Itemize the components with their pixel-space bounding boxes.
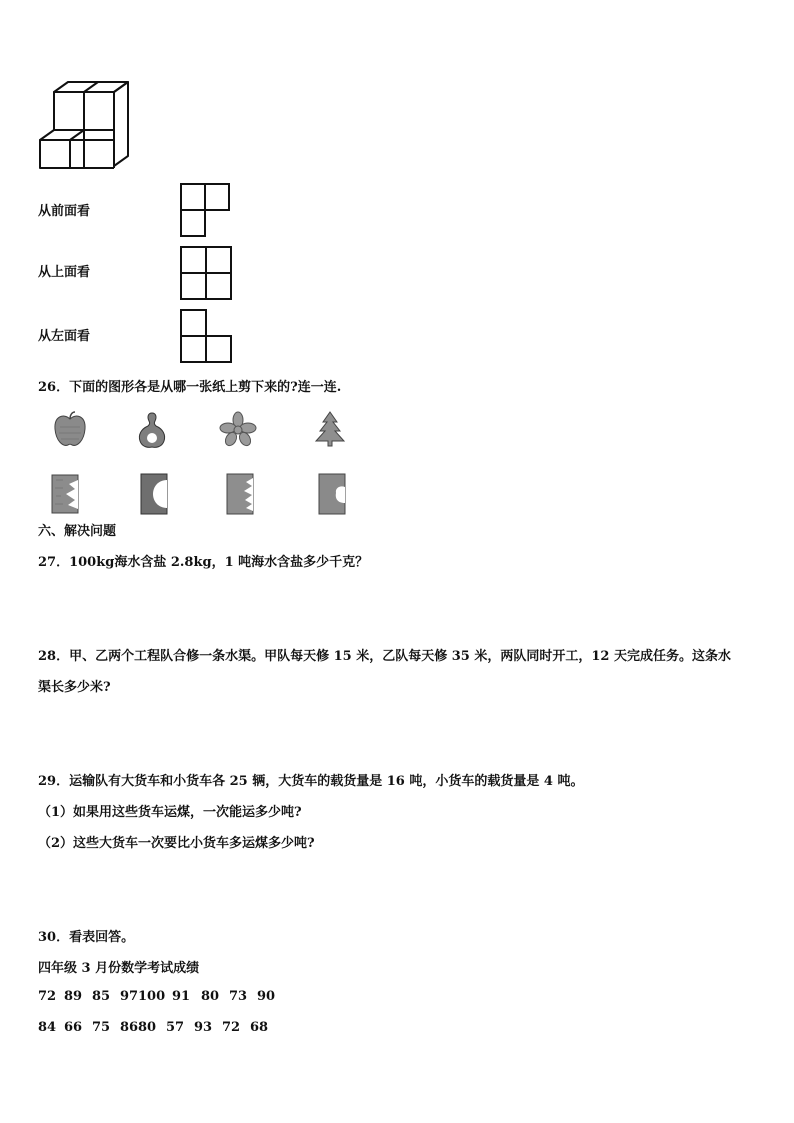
- q30-caption: 四年级 3 月份数学考试成绩: [38, 961, 200, 976]
- score-value: 72: [38, 989, 57, 1004]
- score-value: 75: [92, 1020, 111, 1035]
- q26-title: 26．下面的图形各是从哪一张纸上剪下来的?连一连.: [38, 380, 342, 395]
- score-value: 90: [257, 989, 276, 1004]
- score-value: 91: [172, 989, 191, 1004]
- q28-line2: 渠长多少米?: [38, 680, 111, 695]
- cut-paper-4-icon: [318, 473, 346, 515]
- score-value: 84: [38, 1020, 57, 1035]
- q30-title: 30．看表回答。: [38, 930, 135, 945]
- score-value: 68: [250, 1020, 269, 1035]
- section-6-title: 六、解决问题: [38, 524, 117, 539]
- score-value: 80: [201, 989, 220, 1004]
- gourd-shape-icon: [136, 411, 168, 449]
- score-value: 80: [138, 1020, 157, 1035]
- score-value: 85: [92, 989, 111, 1004]
- left-view-label: 从左面看: [38, 329, 91, 344]
- score-value: 97: [120, 989, 139, 1004]
- q29-sub2: （2）这些大货车一次要比小货车多运煤多少吨?: [38, 836, 315, 851]
- score-value: 72: [222, 1020, 241, 1035]
- front-view-grid: [179, 182, 231, 238]
- cut-paper-1-icon: [51, 474, 79, 514]
- cut-paper-2-icon: [140, 473, 168, 515]
- cube-figure: [38, 80, 134, 172]
- score-value: 89: [64, 989, 83, 1004]
- left-view-grid: [179, 308, 233, 364]
- front-view-label: 从前面看: [38, 204, 91, 219]
- top-view-grid: [179, 245, 233, 301]
- score-value: 66: [64, 1020, 83, 1035]
- q28-line1: 28．甲、乙两个工程队合修一条水渠。甲队每天修 15 米，乙队每天修 35 米，两队同时开工，12 天完成任务。这条水: [38, 649, 731, 664]
- q29-line1: 29．运输队有大货车和小货车各 25 辆，大货车的载货量是 16 吨，小货车的载货量是 4 吨。: [38, 774, 584, 789]
- cut-paper-3-icon: [226, 473, 254, 515]
- flower-shape-icon: [219, 411, 257, 447]
- score-value: 73: [229, 989, 248, 1004]
- apple-shape-icon: [52, 411, 88, 449]
- tree-shape-icon: [314, 411, 346, 447]
- score-value: 57: [166, 1020, 185, 1035]
- score-value: 100: [138, 989, 166, 1004]
- top-view-label: 从上面看: [38, 265, 91, 280]
- score-value: 86: [120, 1020, 139, 1035]
- score-value: 93: [194, 1020, 213, 1035]
- q29-sub1: （1）如果用这些货车运煤，一次能运多少吨?: [38, 805, 302, 820]
- q27-text: 27．100kg海水含盐 2.8kg，1 吨海水含盐多少千克？: [38, 555, 369, 570]
